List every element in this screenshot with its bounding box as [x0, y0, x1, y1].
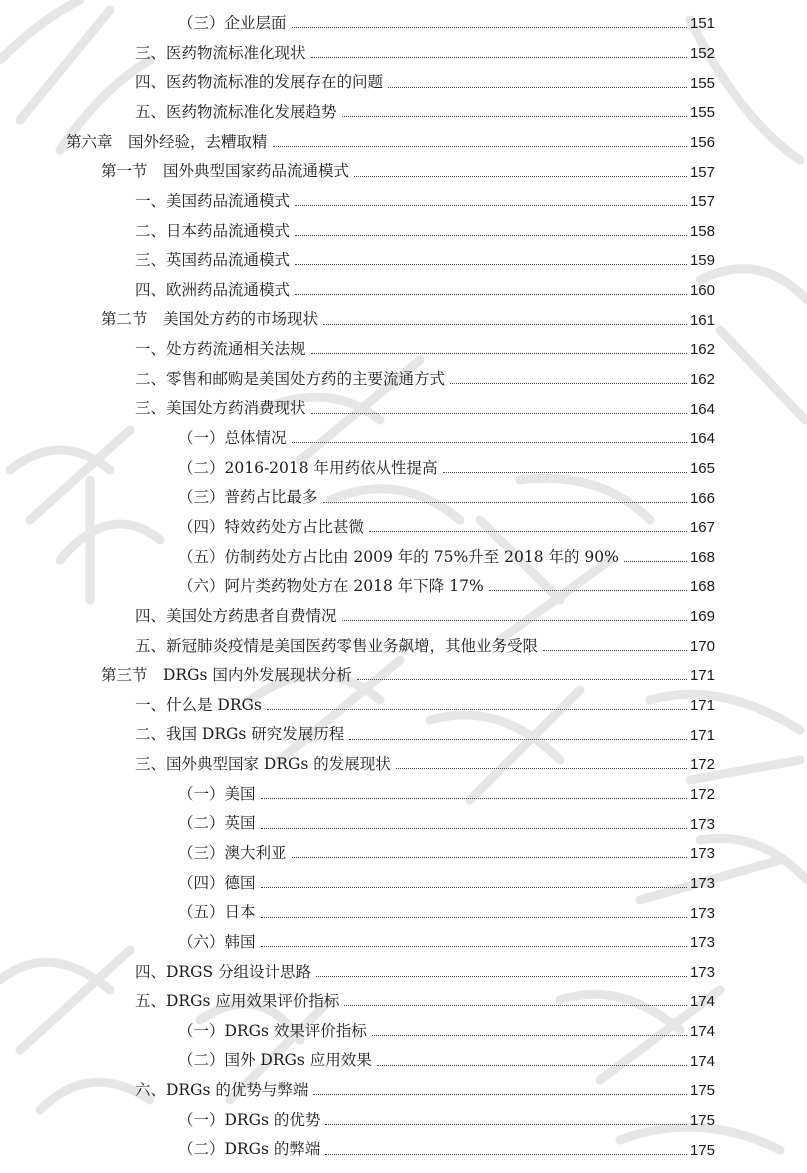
dot-leader	[396, 768, 687, 769]
dot-leader	[295, 235, 687, 236]
toc-entry[interactable]	[0, 246, 807, 276]
toc-entry-page: 164	[689, 400, 715, 418]
dot-leader	[261, 946, 687, 947]
toc-entry-title: 四、医药物流标准的发展存在的问题	[135, 73, 384, 92]
toc-entry-title: 第三节 DRGs 国内外发展现状分析	[101, 666, 352, 685]
toc-entry[interactable]	[0, 1046, 807, 1076]
toc-entry[interactable]	[0, 898, 807, 928]
toc-entry-page: 152	[689, 44, 715, 62]
toc-entry[interactable]	[0, 661, 807, 691]
dot-leader	[292, 857, 687, 858]
toc-entry-title: （四）特效药处方占比甚微	[178, 517, 365, 536]
toc-entry[interactable]	[0, 394, 807, 424]
toc-entry-page: 151	[689, 15, 715, 33]
dot-leader	[357, 679, 687, 680]
dot-leader	[325, 1154, 687, 1155]
toc-entry[interactable]	[0, 543, 807, 573]
toc-entry-page: 171	[689, 667, 715, 685]
toc-entry-title: 三、国外典型国家 DRGs 的发展现状	[135, 755, 391, 774]
toc-entry-page: 171	[689, 726, 715, 744]
dot-leader	[292, 27, 687, 28]
toc-entry-title: 三、英国药品流通模式	[135, 251, 291, 270]
dot-leader	[323, 324, 687, 325]
toc-entry-page: 174	[689, 993, 715, 1011]
toc-entry-page: 166	[689, 489, 715, 507]
toc-entry[interactable]	[0, 928, 807, 958]
toc-entry[interactable]	[0, 276, 807, 306]
toc-entry-page: 174	[689, 1023, 715, 1041]
toc-entry-page: 156	[689, 133, 715, 151]
toc-entry[interactable]	[0, 631, 807, 661]
toc-entry[interactable]	[0, 128, 807, 158]
toc-entry[interactable]	[0, 869, 807, 899]
dot-leader	[372, 1035, 687, 1036]
dot-leader	[292, 442, 687, 443]
dot-leader	[369, 531, 687, 532]
toc-entry[interactable]	[0, 1135, 807, 1165]
toc-entry-title: 三、美国处方药消费现状	[135, 399, 306, 418]
toc-entry[interactable]	[0, 216, 807, 246]
toc-entry-title: 四、DRGS 分组设计思路	[135, 962, 312, 981]
toc-entry-title: （二）DRGs 的弊端	[178, 1140, 321, 1159]
toc-entry-title: 六、DRGs 的优势与弊端	[135, 1081, 309, 1100]
toc-entry[interactable]	[0, 839, 807, 869]
toc-entry[interactable]	[0, 1076, 807, 1106]
toc-entry[interactable]	[0, 750, 807, 780]
toc-entry-title: （二）英国	[178, 814, 256, 833]
dot-leader	[388, 87, 687, 88]
toc-entry-page: 167	[689, 519, 715, 537]
toc-entry-title: （二）2016-2018 年用药依从性提高	[178, 458, 438, 477]
toc-entry[interactable]	[0, 1017, 807, 1047]
toc-entry-page: 162	[689, 341, 715, 359]
dot-leader	[344, 1005, 687, 1006]
toc-entry-page: 165	[689, 459, 715, 477]
dot-leader	[261, 828, 687, 829]
dot-leader	[543, 650, 687, 651]
toc-entry[interactable]	[0, 454, 807, 484]
toc-entry[interactable]	[0, 187, 807, 217]
table-of-contents	[0, 9, 807, 1165]
toc-entry-page: 155	[689, 104, 715, 122]
dot-leader	[323, 502, 687, 503]
toc-entry-page: 157	[689, 193, 715, 211]
toc-entry-page: 173	[689, 963, 715, 981]
toc-entry[interactable]	[0, 68, 807, 98]
toc-entry-page: 173	[689, 904, 715, 922]
dot-leader	[450, 383, 687, 384]
dot-leader	[273, 146, 687, 147]
toc-entry-page: 173	[689, 815, 715, 833]
toc-entry[interactable]	[0, 424, 807, 454]
toc-entry-title: （六）韩国	[178, 932, 256, 951]
toc-entry-page: 161	[689, 311, 715, 329]
toc-entry[interactable]	[0, 9, 807, 39]
toc-entry-page: 175	[689, 1141, 715, 1159]
toc-entry[interactable]	[0, 572, 807, 602]
toc-entry-page: 157	[689, 163, 715, 181]
toc-entry-title: 二、日本药品流通模式	[135, 221, 291, 240]
toc-entry-page: 171	[689, 697, 715, 715]
toc-entry-title: （四）德国	[178, 873, 256, 892]
toc-entry-page: 173	[689, 934, 715, 952]
toc-entry-title: 二、我国 DRGs 研究发展历程	[135, 725, 345, 744]
dot-leader	[349, 739, 687, 740]
dot-leader	[624, 561, 687, 562]
toc-entry-page: 168	[689, 578, 715, 596]
toc-entry-title: （三）澳大利亚	[178, 844, 287, 862]
toc-entry[interactable]	[0, 720, 807, 750]
toc-entry-title: （一）DRGs 效果评价指标	[178, 1021, 367, 1040]
toc-entry-title: 一、处方药流通相关法规	[135, 340, 306, 359]
toc-entry-title: （三）普药占比最多	[178, 488, 318, 507]
toc-entry-title: 一、什么是 DRGs	[135, 695, 262, 714]
dot-leader	[342, 620, 687, 621]
toc-entry-page: 158	[689, 222, 715, 240]
dot-leader	[311, 413, 687, 414]
toc-entry[interactable]	[0, 305, 807, 335]
dot-leader	[377, 1065, 687, 1066]
toc-entry[interactable]	[0, 483, 807, 513]
dot-leader	[443, 472, 687, 473]
toc-entry-page: 155	[689, 74, 715, 92]
toc-entry-title: （五）日本	[178, 903, 256, 922]
dot-leader	[316, 976, 687, 977]
toc-entry-title: 第六章 国外经验，去糟取精	[66, 132, 268, 151]
toc-entry-title: 第二节 美国处方药的市场现状	[101, 310, 319, 329]
toc-entry[interactable]	[0, 691, 807, 721]
toc-entry-title: 四、美国处方药患者自费情况	[135, 606, 337, 625]
toc-entry-title: 五、新冠肺炎疫情是美国医药零售业务飙增，其他业务受限	[135, 636, 539, 655]
dot-leader	[354, 176, 687, 177]
dot-leader	[261, 887, 687, 888]
dot-leader	[295, 294, 687, 295]
toc-entry-title: （二）国外 DRGs 应用效果	[178, 1051, 372, 1070]
toc-entry[interactable]	[0, 1106, 807, 1136]
toc-entry-title: （五）仿制药处方占比由 2009 年的 75%升至 2018 年的 90%	[178, 547, 619, 566]
toc-entry-title: 五、DRGs 应用效果评价指标	[135, 992, 340, 1011]
toc-entry-page: 162	[689, 371, 715, 388]
toc-entry-title: （一）美国	[178, 784, 256, 803]
toc-entry-title: 五、医药物流标准化发展趋势	[135, 102, 337, 121]
toc-entry-page: 175	[689, 1082, 715, 1100]
toc-entry-title: 第一节 国外典型国家药品流通模式	[101, 162, 350, 181]
dot-leader	[325, 1124, 687, 1125]
toc-entry-page: 175	[689, 1112, 715, 1130]
dot-leader	[295, 264, 687, 265]
toc-entry-title: （一）DRGs 的优势	[178, 1110, 321, 1129]
toc-entry-page: 159	[689, 252, 715, 270]
toc-entry[interactable]	[0, 98, 807, 128]
dot-leader	[311, 353, 687, 354]
toc-entry-title: （一）总体情况	[178, 429, 287, 448]
toc-entry-title: 一、美国药品流通模式	[135, 191, 291, 210]
dot-leader	[261, 798, 687, 799]
toc-entry[interactable]	[0, 513, 807, 543]
dot-leader	[342, 116, 687, 117]
toc-entry[interactable]	[0, 987, 807, 1017]
toc-entry[interactable]	[0, 39, 807, 69]
dot-leader	[267, 709, 687, 710]
toc-entry-title: 二、零售和邮购是美国处方药的主要流通方式	[135, 369, 446, 388]
dot-leader	[295, 205, 687, 206]
toc-entry-title: 四、欧洲药品流通模式	[135, 280, 291, 299]
toc-entry-page: 174	[689, 1052, 715, 1070]
toc-entry-page: 168	[689, 548, 715, 566]
toc-entry[interactable]	[0, 365, 807, 395]
toc-entry-title: （六）阿片类药物处方在 2018 年下降 17%	[178, 577, 484, 596]
toc-entry[interactable]	[0, 335, 807, 365]
toc-entry[interactable]	[0, 958, 807, 988]
dot-leader	[313, 1094, 687, 1095]
toc-entry-title: （三）企业层面	[178, 14, 287, 33]
toc-entry-page: 170	[689, 637, 715, 655]
toc-entry-title: 三、医药物流标准化现状	[135, 43, 306, 62]
toc-entry-page: 172	[689, 785, 715, 803]
toc-entry[interactable]	[0, 809, 807, 839]
toc-entry-page: 173	[689, 874, 715, 892]
toc-entry-page: 173	[689, 845, 715, 863]
dot-leader	[311, 57, 687, 58]
toc-entry-page: 169	[689, 608, 715, 626]
toc-entry-page: 164	[689, 430, 715, 448]
toc-entry[interactable]	[0, 157, 807, 187]
toc-entry-page: 160	[689, 282, 715, 300]
toc-entry-page: 172	[689, 756, 715, 774]
toc-entry[interactable]	[0, 780, 807, 810]
toc-entry[interactable]	[0, 602, 807, 632]
dot-leader	[261, 917, 687, 918]
dot-leader	[489, 590, 687, 591]
